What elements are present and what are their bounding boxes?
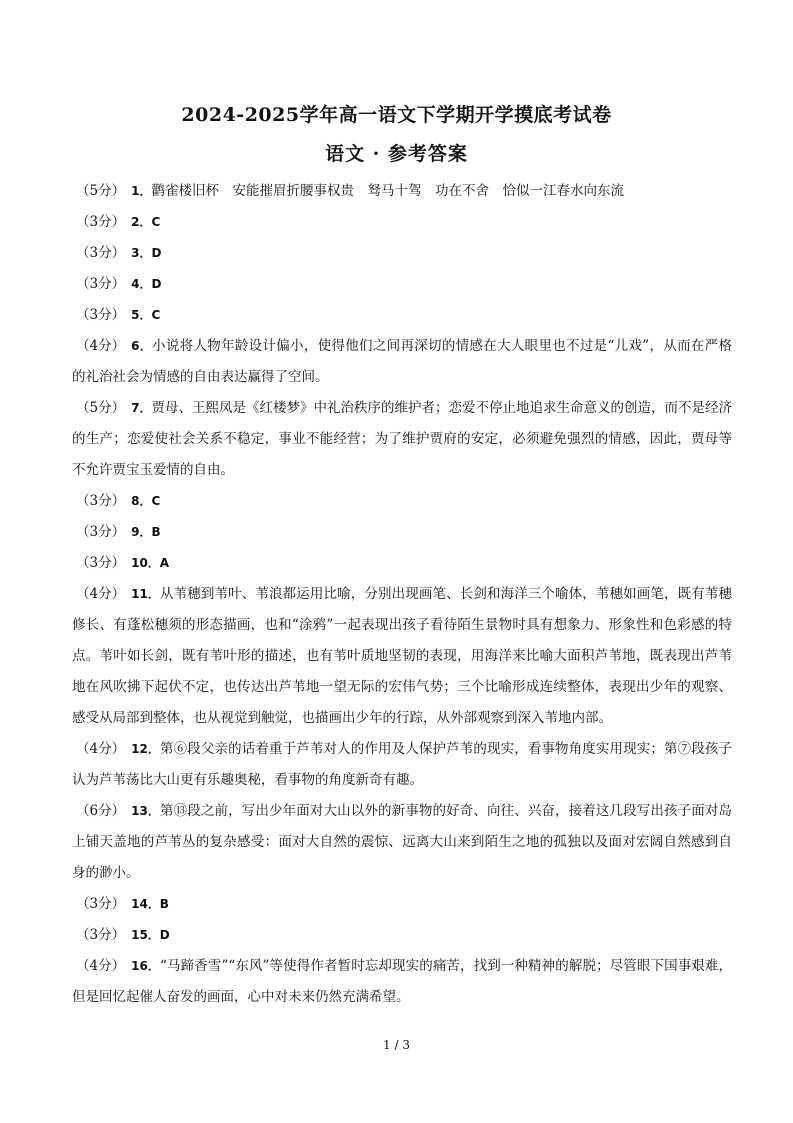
question-number: 14．	[131, 897, 160, 911]
answer-text: 小说将人物年龄设计偏小，使得他们之间再深切的情感在大人眼里也不过是“儿戏”，从而在严格的礼治社会为情感的自由表达赢得了空间。	[72, 338, 732, 385]
question-number: 16．	[131, 959, 161, 973]
page-title: 2024-2025学年高一语文下学期开学摸底考试卷	[181, 104, 612, 126]
answer-item-9	[72, 517, 732, 548]
answer-text: C	[151, 494, 161, 508]
answer-text: 第⑥段父亲的话着重于芦苇对人的作用及人保护芦苇的现实，看事物角度实用现实；第⑦段孩子认为芦苇荡比大山更有乐趣奥秘，看事物的角度新奇有趣。	[72, 741, 733, 788]
answer-item-1	[72, 176, 732, 207]
question-number: 1．	[131, 184, 152, 198]
answer-item-15	[72, 920, 732, 951]
answer-item-3	[72, 238, 732, 269]
answer-item-6	[72, 331, 732, 393]
question-number: 12．	[131, 742, 161, 756]
answer-text: C	[151, 308, 161, 322]
score-label: （3分）	[76, 214, 126, 230]
score-label: （4分）	[76, 338, 126, 354]
score-label: （3分）	[76, 493, 126, 509]
question-number: 5．	[131, 308, 152, 322]
question-number: 6．	[131, 339, 153, 353]
score-label: （3分）	[76, 245, 126, 261]
score-label: （4分）	[76, 958, 126, 974]
answer-text: 第⑬段之前，写出少年面对大山以外的新事物的好奇、向往、兴奋，接着这几段写出孩子面对岛上铺天盖地的芦苇丛的复杂感受：面对大自然的震惊、远离大山来到陌生之地的孤独以及面对宏阔自然感到自身的渺小。	[72, 803, 733, 881]
answer-text: D	[159, 928, 170, 942]
question-number: 8．	[131, 494, 152, 508]
answer-text: C	[151, 215, 161, 229]
question-number: 9．	[131, 525, 152, 539]
question-number: 4．	[131, 277, 152, 291]
answer-text: A	[159, 556, 170, 570]
score-label: （5分）	[76, 183, 126, 199]
question-number: 3．	[131, 246, 152, 260]
score-label: （6分）	[76, 803, 126, 819]
question-number: 7．	[131, 401, 152, 415]
score-label: （3分）	[76, 276, 126, 292]
answer-item-14	[72, 889, 732, 920]
answer-text: B	[151, 525, 161, 539]
score-label: （3分）	[76, 555, 126, 571]
answer-item-5	[72, 300, 732, 331]
page-subtitle: 语文 · 参考答案	[325, 143, 468, 165]
score-label: （3分）	[76, 524, 126, 540]
answer-item-11	[72, 579, 732, 734]
answer-item-10	[72, 548, 732, 579]
answer-item-12	[72, 734, 732, 796]
score-label: （3分）	[76, 307, 126, 323]
answer-text: “马蹄香雪”“东风”等使得作者暂时忘却现实的痛苦，找到一种精神的解脱；尽管眼下国事艰难，但是回忆起催人奋发的画面，心中对未来仍然充满希望。	[72, 958, 733, 1005]
score-label: （5分）	[76, 400, 126, 416]
question-number: 10．	[131, 556, 160, 570]
answer-item-7	[72, 393, 732, 486]
question-number: 11．	[131, 587, 161, 601]
page-number: 1 / 3	[383, 1038, 410, 1052]
answer-text: D	[151, 277, 162, 291]
score-label: （3分）	[76, 896, 126, 912]
answer-text: 贾母、王熙凤是《红楼梦》中礼治秩序的维护者；恋爱不停止地追求生命意义的创造，而不是经济的生产；恋爱使社会关系不稳定，事业不能经营；为了维护贾府的安定，必须避免强烈的情感，因此，贾母等不允许贾宝玉爱情的自由。	[72, 400, 732, 478]
answer-text: 鹳雀楼旧杯 安能摧眉折腰事权贵 驽马十驾 功在不舍 恰似一江春水向东流	[151, 183, 624, 199]
score-label: （4分）	[76, 741, 126, 757]
answer-text: 从苇穗到苇叶、苇浪都运用比喻，分别出现画笔、长剑和海洋三个喻体，苇穗如画笔，既有苇穗修长、有蓬松穗须的形态描画，也和“涂鸦”一起表现出孩子看待陌生景物时具有想象力、形象性和色彩感的特点。苇叶如长剑，既有苇叶形的描述，也有苇叶质地坚韧的表现，用海洋来比喻大面积芦苇地，既表现出芦苇地在风吹拂下起伏不定，也传达出芦苇地一望无际的宏伟气势；三个比喻形成连续整体，表现出少年的观察、感受从局部到整体，也从视觉到触觉，也描画出少年的行踪，从外部观察到深入苇地内部。	[72, 586, 733, 726]
question-number: 15．	[131, 928, 160, 942]
question-number: 13．	[131, 804, 161, 818]
question-number: 2．	[131, 215, 152, 229]
answer-item-2	[72, 207, 732, 238]
answer-item-8	[72, 486, 732, 517]
answer-text: B	[159, 897, 169, 911]
answer-item-4	[72, 269, 732, 300]
score-label: （3分）	[76, 927, 126, 943]
answer-item-16	[72, 951, 732, 1013]
answer-text: D	[151, 246, 162, 260]
score-label: （4分）	[76, 586, 126, 602]
answer-item-13	[72, 796, 732, 889]
answer-list	[72, 176, 732, 1013]
